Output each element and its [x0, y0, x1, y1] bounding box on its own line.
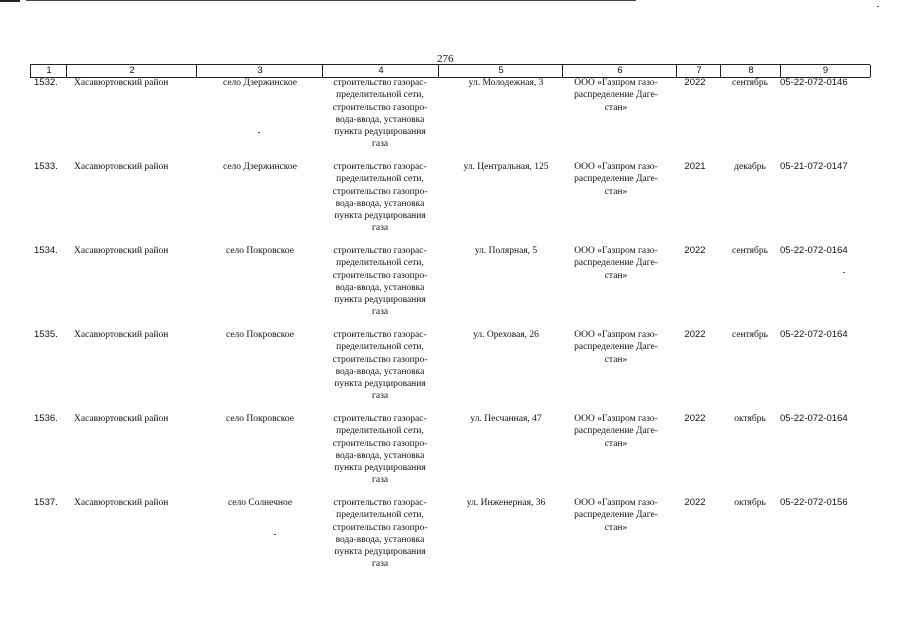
work-description-line: вода-ввода, установка	[335, 366, 425, 377]
settlement-cell: село Дзержинское	[222, 162, 297, 172]
organization-line: ООО «Газпром газо-	[574, 162, 658, 172]
year-cell: 2022	[684, 77, 706, 88]
row-number: 1535.	[34, 329, 58, 340]
organization-line: стан»	[604, 102, 628, 113]
row-number: 1536.	[34, 413, 58, 424]
work-description-line: строительство газорас-	[333, 162, 427, 172]
work-description-line: вода-ввода, установка	[335, 534, 425, 545]
column-header-4: 4	[322, 65, 439, 77]
work-description-line: пункта редуцирования	[334, 127, 426, 138]
address-cell: ул. Центральная, 125	[463, 162, 549, 172]
address-cell: ул. Песчанная, 47	[470, 414, 542, 424]
work-description-line: пределительной сети,	[336, 342, 424, 353]
organization-line: стан»	[604, 270, 628, 281]
scan-speck	[258, 132, 260, 133]
object-code-cell: 05-22-072-0146	[780, 77, 848, 88]
column-header-2: 2	[66, 65, 197, 77]
page-number: 276	[437, 53, 454, 65]
column-header-9: 9	[780, 65, 871, 77]
district-cell: Хасавюртовский район	[74, 498, 169, 508]
organization-line: стан»	[604, 522, 628, 533]
work-description-line: строительство газопро-	[332, 270, 428, 281]
settlement-cell: село Дзержинское	[222, 78, 297, 88]
scan-speck	[274, 534, 276, 535]
table-header	[30, 64, 870, 78]
work-description-cell	[322, 245, 438, 319]
work-description-line: пределительной сети,	[336, 174, 424, 185]
work-description-line: пункта редуцирования	[334, 379, 426, 390]
object-code-cell: 05-22-072-0156	[780, 497, 848, 508]
organization-line: распределение Даге-	[574, 90, 658, 101]
work-description-line: вода-ввода, установка	[335, 114, 425, 125]
work-description-line: строительство газопро-	[332, 354, 428, 365]
settlement-cell: село Покровское	[225, 330, 294, 340]
column-header-7: 7	[676, 65, 721, 77]
column-header-3: 3	[196, 65, 323, 77]
address-cell: ул. Ореховая, 26	[473, 330, 539, 340]
organization-cell	[562, 161, 670, 198]
settlement-cell: село Солнечное	[227, 498, 293, 508]
work-description-line: газа	[371, 307, 389, 318]
year-cell: 2022	[684, 329, 706, 340]
column-header-1: 1	[30, 65, 67, 77]
work-description-line: строительство газорас-	[333, 498, 427, 508]
work-description-line: вода-ввода, установка	[335, 282, 425, 293]
month-cell: октябрь	[734, 498, 766, 508]
organization-line: ООО «Газпром газо-	[574, 498, 658, 508]
work-description-line: строительство газорас-	[333, 414, 427, 424]
work-description-line: пункта редуцирования	[334, 211, 426, 222]
year-cell: 2022	[684, 413, 706, 424]
work-description-line: пункта редуцирования	[334, 547, 426, 558]
work-description-line: пункта редуцирования	[334, 295, 426, 306]
organization-cell	[562, 413, 670, 450]
organization-line: распределение Даге-	[574, 342, 658, 353]
work-description-line: строительство газорас-	[333, 246, 427, 256]
organization-cell	[562, 77, 670, 114]
organization-line: ООО «Газпром газо-	[574, 246, 658, 256]
object-code-cell: 05-21-072-0147	[780, 161, 848, 172]
district-cell: Хасавюртовский район	[74, 246, 169, 256]
top-border-fragment	[0, 0, 20, 2]
district-cell: Хасавюртовский район	[74, 414, 169, 424]
work-description-line: пределительной сети,	[336, 90, 424, 101]
organization-line: стан»	[604, 186, 628, 197]
work-description-cell	[322, 161, 438, 235]
work-description-line: пределительной сети,	[336, 426, 424, 437]
district-cell: Хасавюртовский район	[74, 330, 169, 340]
work-description-line: строительство газорас-	[333, 330, 427, 340]
year-cell: 2021	[684, 161, 706, 172]
organization-line: распределение Даге-	[574, 258, 658, 269]
scan-speck	[877, 6, 879, 7]
settlement-cell: село Покровское	[225, 246, 294, 256]
work-description-line: газа	[371, 223, 389, 234]
work-description-cell	[322, 497, 438, 571]
organization-cell	[562, 329, 670, 366]
work-description-line: газа	[371, 139, 389, 150]
organization-line: ООО «Газпром газо-	[574, 78, 658, 88]
row-number: 1537.	[34, 497, 58, 508]
work-description-line: строительство газопро-	[332, 102, 428, 113]
work-description-line: газа	[371, 391, 389, 402]
address-cell: ул. Молодежная, 3	[468, 78, 544, 88]
month-cell: октябрь	[734, 414, 766, 424]
work-description-line: газа	[371, 475, 389, 486]
month-cell: декабрь	[734, 162, 766, 172]
organization-line: ООО «Газпром газо-	[574, 330, 658, 340]
scan-speck	[843, 272, 845, 273]
object-code-cell: 05-22-072-0164	[780, 329, 848, 340]
work-description-line: пункта редуцирования	[334, 463, 426, 474]
district-cell: Хасавюртовский район	[74, 162, 169, 172]
organization-line: ООО «Газпром газо-	[574, 414, 658, 424]
organization-line: стан»	[604, 438, 628, 449]
work-description-line: строительство газопро-	[332, 522, 428, 533]
column-header-6: 6	[562, 65, 677, 77]
organization-cell	[562, 245, 670, 282]
work-description-cell	[322, 413, 438, 487]
year-cell: 2022	[684, 497, 706, 508]
address-cell: ул. Инженерная, 36	[466, 498, 546, 508]
month-cell: сентябрь	[732, 246, 768, 256]
organization-line: распределение Даге-	[574, 174, 658, 185]
district-cell: Хасавюртовский район	[74, 78, 169, 88]
organization-line: распределение Даге-	[574, 510, 658, 521]
column-header-5: 5	[438, 65, 563, 77]
work-description-line: вода-ввода, установка	[335, 198, 425, 209]
top-border-line	[26, 0, 636, 1]
year-cell: 2022	[684, 245, 706, 256]
work-description-line: вода-ввода, установка	[335, 450, 425, 461]
organization-cell	[562, 497, 670, 534]
work-description-line: строительство газопро-	[332, 438, 428, 449]
organization-line: распределение Даге-	[574, 426, 658, 437]
work-description-line: строительство газорас-	[333, 78, 427, 88]
row-number: 1533.	[34, 161, 58, 172]
settlement-cell: село Покровское	[225, 414, 294, 424]
work-description-line: газа	[371, 559, 389, 570]
work-description-cell	[322, 77, 438, 151]
month-cell: сентябрь	[732, 78, 768, 88]
object-code-cell: 05-22-072-0164	[780, 413, 848, 424]
address-cell: ул. Полярная, 5	[474, 246, 538, 256]
column-header-8: 8	[720, 65, 781, 77]
month-cell: сентябрь	[732, 330, 768, 340]
work-description-cell	[322, 329, 438, 403]
row-number: 1534.	[34, 245, 58, 256]
work-description-line: пределительной сети,	[336, 510, 424, 521]
work-description-line: пределительной сети,	[336, 258, 424, 269]
work-description-line: строительство газопро-	[332, 186, 428, 197]
object-code-cell: 05-22-072-0164	[780, 245, 848, 256]
row-number: 1532.	[34, 77, 58, 88]
organization-line: стан»	[604, 354, 628, 365]
